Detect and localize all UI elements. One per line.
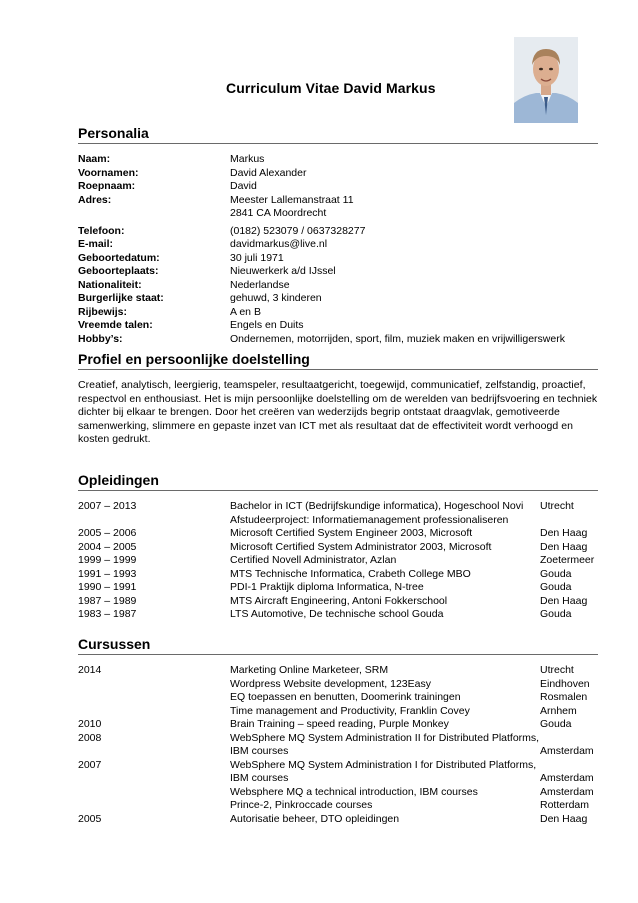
education-row (78, 568, 598, 582)
info-value: Nederlandse (230, 278, 290, 291)
course-year (78, 678, 230, 692)
course-location: Eindhoven (540, 677, 590, 690)
course-year: 2014 (78, 664, 102, 676)
course-year (78, 772, 230, 786)
info-value: 2841 CA Moordrecht (230, 207, 327, 219)
info-row (78, 194, 598, 208)
education-description: Microsoft Certified System Administrator 2003, Microsoft (230, 540, 492, 553)
education-period: 1991 – 1993 (78, 567, 137, 580)
info-label: Vreemde talen: (78, 319, 153, 331)
course-row (78, 732, 598, 746)
info-value: gehuwd, 3 kinderen (230, 292, 322, 304)
info-row (78, 306, 598, 320)
course-year (78, 745, 230, 759)
education-location: Gouda (540, 608, 572, 620)
info-value: A en B (230, 305, 261, 318)
education-period: 1987 – 1989 (78, 594, 137, 607)
course-description: WebSphere MQ System Administration II for Distributed Platforms, (230, 731, 540, 744)
education-row (78, 500, 598, 514)
course-location: Amsterdam (540, 745, 594, 757)
education-location: Zoetermeer (540, 554, 595, 566)
education-period: 1983 – 1987 (78, 608, 137, 620)
info-row (78, 225, 598, 239)
course-description: IBM courses (230, 772, 289, 784)
info-value: Nieuwerkerk a/d IJssel (230, 265, 336, 277)
education-row (78, 608, 598, 622)
course-row (78, 691, 598, 705)
course-year (78, 705, 230, 719)
paragraph-line: dichter bij elkaar te brengen. Door het creëren van wederzijds begrip ontstaat draagvlak, gemotiveerde (78, 406, 560, 418)
course-location: Rosmalen (540, 691, 588, 703)
info-value: Markus (230, 153, 265, 165)
education-row (78, 514, 598, 528)
course-description: Autorisatie beheer, DTO opleidingen (230, 812, 400, 825)
info-row (78, 265, 598, 279)
education-description: LTS Automotive, De technische school Gouda (230, 608, 444, 620)
info-label: Telefoon: (78, 224, 125, 237)
course-location: Amsterdam (540, 785, 594, 798)
course-row (78, 664, 598, 678)
education-location: Den Haag (540, 594, 588, 607)
course-description: Brain Training – speed reading, Purple Monkey (230, 718, 449, 730)
info-label: Geboortedatum: (78, 251, 160, 264)
education-description: Afstudeerproject: Informatiemanagement professionaliseren (230, 513, 509, 526)
section-opleidingen (78, 472, 598, 622)
paragraph-line: samenwerking, slimmere en gepaste inzet van ICT met als resultaat dat de effectiviteit wordt verhoogd en (78, 419, 574, 432)
info-label: E-mail: (78, 238, 114, 250)
info-row (78, 292, 598, 306)
info-label: Nationaliteit: (78, 278, 142, 291)
info-row (78, 252, 598, 266)
course-row (78, 705, 598, 719)
course-year: 2007 (78, 758, 102, 771)
section-cursussen (78, 636, 598, 826)
info-value: Ondernemen, motorrijden, sport, film, muziek maken en vrijwilligerswerk (230, 332, 565, 345)
section-heading: Personalia (78, 125, 149, 141)
section-heading: Profiel en persoonlijke doelstelling (78, 351, 310, 367)
info-value: (0182) 523079 / 0637328277 (230, 224, 366, 237)
education-location: Gouda (540, 581, 572, 593)
education-row (78, 541, 598, 555)
profile-paragraph (78, 379, 598, 447)
course-year: 2008 (78, 731, 102, 744)
course-year (78, 786, 230, 800)
info-label: Geboorteplaats: (78, 265, 159, 277)
paragraph-line: kosten gedrukt. (78, 433, 151, 445)
course-description: Wordpress Website development, 123Easy (230, 677, 431, 690)
course-row (78, 799, 598, 813)
course-description: Prince-2, Pinkroccade courses (230, 799, 373, 811)
info-label: Hobby’s: (78, 332, 123, 345)
course-description: Websphere MQ a technical introduction, IBM courses (230, 785, 478, 798)
section-divider (78, 369, 598, 370)
info-value: Engels en Duits (230, 319, 304, 331)
education-period: 1990 – 1991 (78, 581, 137, 593)
info-value: Meester Lallemanstraat 11 (230, 193, 354, 206)
info-row (78, 238, 598, 252)
section-profiel (78, 351, 598, 447)
course-row (78, 718, 598, 732)
info-row (78, 319, 598, 333)
education-description: Microsoft Certified System Engineer 2003, Microsoft (230, 527, 473, 539)
info-label: Burgerlijke staat: (78, 292, 164, 304)
course-location (540, 759, 598, 773)
section-heading: Cursussen (78, 636, 151, 652)
course-year (78, 691, 230, 705)
document-title: Curriculum Vitae David Markus (226, 80, 436, 96)
course-location: Amsterdam (540, 772, 594, 784)
course-description: EQ toepassen en benutten, Doomerink trainingen (230, 691, 461, 703)
course-description: IBM courses (230, 745, 289, 757)
info-row (78, 153, 598, 167)
section-personalia (78, 125, 598, 346)
course-location: Utrecht (540, 664, 574, 676)
education-location: Den Haag (540, 540, 588, 553)
education-period: 2005 – 2006 (78, 527, 137, 539)
section-heading: Opleidingen (78, 472, 159, 488)
course-location: Den Haag (540, 812, 588, 825)
course-year: 2005 (78, 812, 102, 825)
course-row (78, 678, 598, 692)
info-row (78, 180, 598, 194)
course-year (78, 799, 230, 813)
info-label: Rijbewijs: (78, 305, 128, 318)
paragraph-line: Creatief, analytisch, leergierig, teamspeler, resultaatgericht, toegewijd, communicatief, zelfstandig, proactief, (78, 379, 586, 391)
info-value: David (230, 180, 257, 192)
course-row (78, 786, 598, 800)
info-row (78, 279, 598, 293)
course-description: Marketing Online Marketeer, SRM (230, 664, 389, 676)
info-label: Roepnaam: (78, 180, 136, 192)
education-location (540, 514, 598, 528)
info-label: Naam: (78, 153, 111, 165)
education-location: Den Haag (540, 527, 588, 539)
education-description: Bachelor in ICT (Bedrijfskundige informatica), Hogeschool Novi (230, 500, 524, 512)
course-row (78, 745, 598, 759)
education-location: Gouda (540, 567, 572, 580)
course-row (78, 772, 598, 786)
education-location: Utrecht (540, 500, 574, 512)
education-row (78, 527, 598, 541)
course-location: Arnhem (540, 704, 577, 717)
education-description: MTS Aircraft Engineering, Antoni Fokkerschool (230, 594, 448, 607)
education-description: PDI-1 Praktijk diploma Informatica, N-tree (230, 581, 424, 593)
education-period: 2007 – 2013 (78, 500, 137, 512)
education-row (78, 595, 598, 609)
course-location: Gouda (540, 718, 572, 730)
education-row (78, 554, 598, 568)
info-label (78, 207, 230, 221)
course-description: Time management and Productivity, Franklin Covey (230, 704, 470, 717)
paragraph-line: respectvol en enthousiast. Het is mijn persoonlijke doelstelling om de werelden van bedrijfsvoering en techniek (78, 392, 598, 405)
course-location (540, 732, 598, 746)
info-label: Voornamen: (78, 166, 139, 179)
info-row (78, 207, 598, 221)
email-value[interactable]: davidmarkus@live.nl (230, 238, 328, 250)
course-location: Rotterdam (540, 799, 590, 811)
info-value: 30 juli 1971 (230, 251, 284, 264)
education-description: MTS Technische Informatica, Crabeth College MBO (230, 567, 471, 580)
education-period: 1999 – 1999 (78, 554, 137, 566)
info-value: David Alexander (230, 166, 307, 179)
info-row (78, 333, 598, 347)
education-period: 2004 – 2005 (78, 540, 137, 553)
info-row (78, 167, 598, 181)
portrait-photo (514, 37, 578, 123)
section-divider (78, 490, 598, 491)
education-row (78, 581, 598, 595)
section-divider (78, 143, 598, 144)
course-year: 2010 (78, 718, 102, 730)
course-row (78, 759, 598, 773)
course-description: WebSphere MQ System Administration I for Distributed Platforms, (230, 758, 537, 771)
section-divider (78, 654, 598, 655)
info-label: Adres: (78, 193, 112, 206)
education-period (78, 514, 230, 528)
course-row (78, 813, 598, 827)
education-description: Certified Novell Administrator, Azlan (230, 554, 397, 566)
